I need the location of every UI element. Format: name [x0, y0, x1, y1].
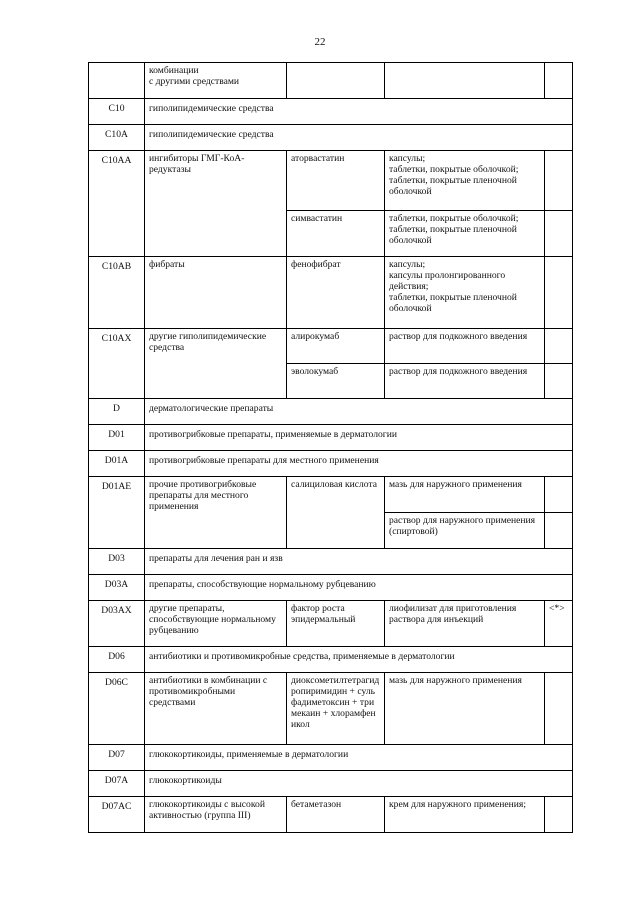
dosage-form-cell: капсулы; таблетки, покрытые оболочкой; таблетки, покрытые пленочной оболочкой [385, 151, 545, 211]
drug-name-cell [287, 63, 385, 99]
note-cell [545, 477, 573, 513]
dosage-form-cell: капсулы; капсулы пролонгированного действия; таблетки, покрытые пленочной оболочкой [385, 257, 545, 329]
note-cell [545, 673, 573, 745]
code-cell: C10 [89, 99, 145, 125]
code-cell: D07A [89, 771, 145, 797]
table-row [89, 673, 573, 745]
code-cell: D [89, 399, 145, 425]
note-cell [545, 513, 573, 549]
drug-table [88, 62, 573, 833]
table-row [89, 329, 573, 364]
group-name-cell: противогрибковые препараты для местного применения [145, 451, 573, 477]
table-row [89, 549, 573, 575]
table-row [89, 647, 573, 673]
note-cell: <*> [545, 601, 573, 647]
drug-name-cell: симвастатин [287, 211, 385, 257]
table-row [89, 745, 573, 771]
group-name-cell: ингибиторы ГМГ-КоА-редуктазы [145, 151, 287, 257]
table-row [89, 99, 573, 125]
drug-name-cell: фенофибрат [287, 257, 385, 329]
group-name-cell: прочие противогрибковые препараты для местного применения [145, 477, 287, 549]
dosage-form-cell: таблетки, покрытые оболочкой; таблетки, покрытые пленочной оболочкой [385, 211, 545, 257]
note-cell [545, 151, 573, 211]
dosage-form-cell: раствор для подкожного введения [385, 329, 545, 364]
table-row [89, 425, 573, 451]
table-row [89, 125, 573, 151]
dosage-form-cell: мазь для наружного применения [385, 673, 545, 745]
group-name-cell: глюкокортикоиды с высокой активностью (группа III) [145, 797, 287, 833]
note-cell [545, 257, 573, 329]
table-row [89, 63, 573, 99]
table-row [89, 399, 573, 425]
dosage-form-cell: лиофилизат для приготовления раствора для инъекций [385, 601, 545, 647]
table-row [89, 477, 573, 513]
code-cell: C10A [89, 125, 145, 151]
group-name-cell: другие препараты, способствующие нормальному рубцеванию [145, 601, 287, 647]
code-cell [89, 63, 145, 99]
code-cell: D06 [89, 647, 145, 673]
group-name-cell: фибраты [145, 257, 287, 329]
code-cell: D07 [89, 745, 145, 771]
note-cell [545, 211, 573, 257]
table-row [89, 451, 573, 477]
table-row [89, 151, 573, 211]
code-cell: C10AX [89, 329, 145, 399]
table-row [89, 771, 573, 797]
code-cell: D03A [89, 575, 145, 601]
dosage-form-cell: раствор для наружного применения (спиртовой) [385, 513, 545, 549]
drug-name-cell: диоксометилтетрагидропиримидин + сульфадиметоксин + тримекаин + хлорамфеникол [287, 673, 385, 745]
table-row [89, 257, 573, 329]
dosage-form-cell: раствор для подкожного введения [385, 364, 545, 399]
dosage-form-cell: мазь для наружного применения [385, 477, 545, 513]
table-row [89, 575, 573, 601]
table-row [89, 601, 573, 647]
dosage-form-cell [385, 63, 545, 99]
group-name-cell: противогрибковые препараты, применяемые в дерматологии [145, 425, 573, 451]
group-name-cell: другие гиполипидемические средства [145, 329, 287, 399]
drug-name-cell: бетаметазон [287, 797, 385, 833]
group-name-cell: дерматологические препараты [145, 399, 573, 425]
code-cell: D01AE [89, 477, 145, 549]
drug-name-cell: аторвастатин [287, 151, 385, 211]
code-cell: D01 [89, 425, 145, 451]
group-name-cell: комбинации с другими средствами [145, 63, 287, 99]
code-cell: D06C [89, 673, 145, 745]
code-cell: D07AC [89, 797, 145, 833]
drug-name-cell: эволокумаб [287, 364, 385, 399]
code-cell: C10AB [89, 257, 145, 329]
drug-name-cell: салициловая кислота [287, 477, 385, 549]
group-name-cell: гиполипидемические средства [145, 125, 573, 151]
group-name-cell: антибиотики в комбинации с противомикробными средствами [145, 673, 287, 745]
page-number: 22 [314, 36, 326, 48]
group-name-cell: препараты, способствующие нормальному рубцеванию [145, 575, 573, 601]
group-name-cell: глюкокортикоиды, применяемые в дерматологии [145, 745, 573, 771]
group-name-cell: гиполипидемические средства [145, 99, 573, 125]
group-name-cell: препараты для лечения ран и язв [145, 549, 573, 575]
note-cell [545, 329, 573, 364]
drug-name-cell: алирокумаб [287, 329, 385, 364]
code-cell: D03 [89, 549, 145, 575]
dosage-form-cell: крем для наружного применения; [385, 797, 545, 833]
note-cell [545, 364, 573, 399]
group-name-cell: антибиотики и противомикробные средства, применяемые в дерматологии [145, 647, 573, 673]
code-cell: D03AX [89, 601, 145, 647]
note-cell [545, 797, 573, 833]
table-row [89, 797, 573, 833]
code-cell: C10AA [89, 151, 145, 257]
drug-name-cell: фактор роста эпидермальный [287, 601, 385, 647]
note-cell [545, 63, 573, 99]
group-name-cell: глюкокортикоиды [145, 771, 573, 797]
code-cell: D01A [89, 451, 145, 477]
